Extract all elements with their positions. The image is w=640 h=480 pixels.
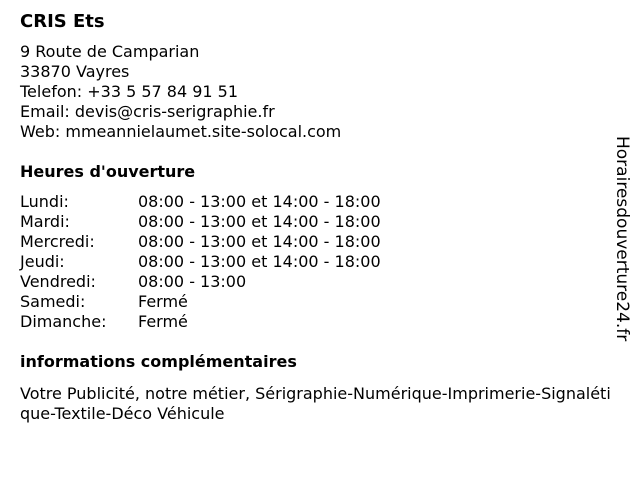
hours-row-thursday — [20, 252, 620, 272]
day-hours: Fermé — [138, 312, 188, 331]
hours-row-wednesday — [20, 232, 620, 252]
day-label: Dimanche: — [20, 312, 107, 331]
email-line: Email: devis@cris-serigraphie.fr — [20, 102, 275, 121]
business-name: CRIS Ets — [20, 11, 105, 32]
address-line-1: 9 Route de Camparian — [20, 42, 200, 61]
day-label: Jeudi: — [20, 252, 65, 271]
day-hours: 08:00 - 13:00 et 14:00 - 18:00 — [138, 212, 381, 231]
day-label: Lundi: — [20, 192, 69, 211]
day-label: Samedi: — [20, 292, 86, 311]
hours-row-tuesday — [20, 212, 620, 232]
hours-heading: Heures d'ouverture — [20, 162, 196, 181]
day-label: Mardi: — [20, 212, 70, 231]
day-label: Vendredi: — [20, 272, 96, 291]
phone-line: Telefon: +33 5 57 84 91 51 — [20, 82, 239, 101]
business-card — [20, 10, 620, 424]
hours-table — [20, 192, 620, 332]
site-watermark: Horairesdouverture24.fr — [612, 136, 632, 342]
hours-row-saturday — [20, 292, 620, 312]
address-line-2: 33870 Vayres — [20, 62, 130, 81]
hours-row-sunday — [20, 312, 620, 332]
info-heading: informations complémentaires — [20, 352, 297, 371]
day-hours: 08:00 - 13:00 et 14:00 - 18:00 — [138, 252, 381, 271]
hours-row-monday — [20, 192, 620, 212]
day-hours: Fermé — [138, 292, 188, 311]
day-hours: 08:00 - 13:00 et 14:00 - 18:00 — [138, 192, 381, 211]
info-text: Votre Publicité, notre métier, Sérigraphie-Numérique-Imprimerie-Signalétique-Textile-Déco Véhicule — [20, 384, 611, 423]
hours-row-friday — [20, 272, 620, 292]
day-hours: 08:00 - 13:00 — [138, 272, 247, 291]
day-hours: 08:00 - 13:00 et 14:00 - 18:00 — [138, 232, 381, 251]
day-label: Mercredi: — [20, 232, 95, 251]
web-line: Web: mmeannielaumet.site-solocal.com — [20, 122, 342, 141]
